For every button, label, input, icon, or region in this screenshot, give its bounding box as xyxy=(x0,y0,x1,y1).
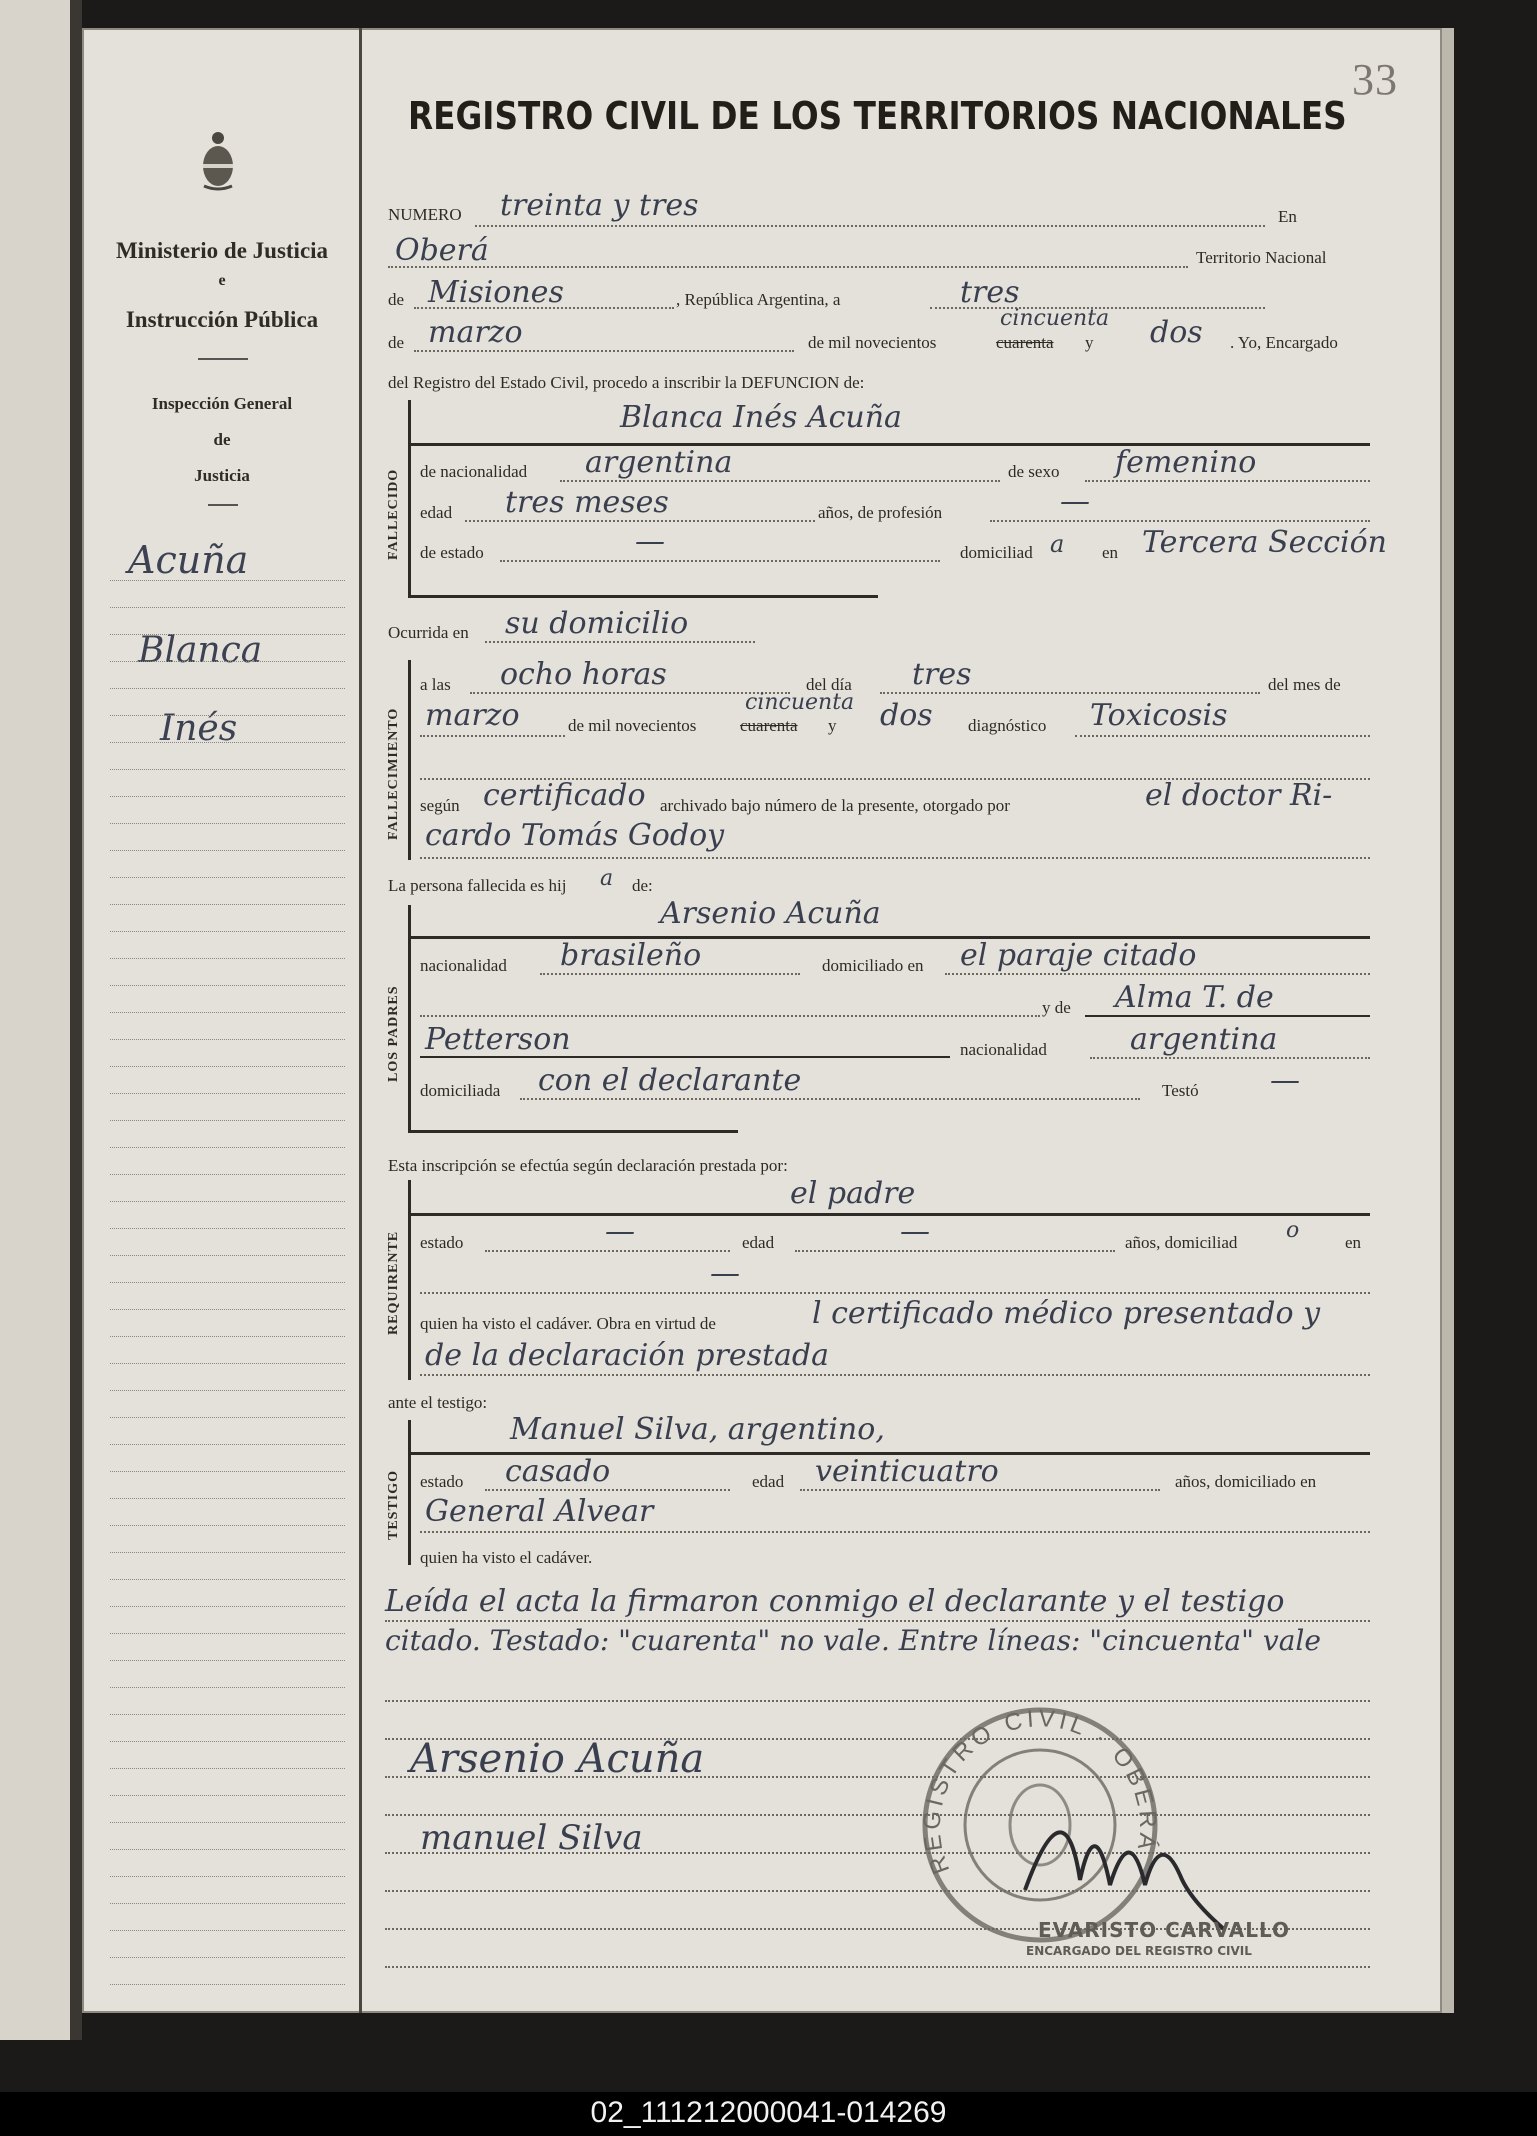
month-line xyxy=(414,350,794,352)
testigo-estado-line xyxy=(485,1489,730,1491)
ministry-line-1: Ministerio de Justicia xyxy=(115,238,329,263)
margin-divider xyxy=(198,358,248,360)
margin-rule xyxy=(110,850,345,851)
father-nacionalidad-label: nacionalidad xyxy=(420,956,507,975)
doctor-value-1: el doctor Ri- xyxy=(1145,778,1333,813)
diagnostico-line xyxy=(1075,735,1370,737)
mother-domicile-line xyxy=(520,1098,1140,1100)
place-value: Oberá xyxy=(395,233,489,268)
book-binding xyxy=(70,0,82,2040)
margin-rule xyxy=(110,1876,345,1877)
requirente-en-label: en xyxy=(1345,1233,1362,1252)
margin-rule xyxy=(110,1714,345,1715)
testigo-domicilio-value: General Alvear xyxy=(425,1494,654,1529)
mother-name-2-rule xyxy=(420,1056,950,1058)
margin-rule xyxy=(110,1687,345,1688)
margin-rule xyxy=(110,823,345,824)
de-label: de xyxy=(388,290,405,309)
margin-rule xyxy=(110,1768,345,1769)
closing-line-1: Leída el acta la firmaron conmigo el declarante y el testigo xyxy=(385,1584,1285,1619)
encargado-label: . Yo, Encargado xyxy=(1230,333,1338,352)
margin-rule xyxy=(110,985,345,986)
margin-rule xyxy=(110,1741,345,1742)
margin-rule xyxy=(110,796,345,797)
margin-rule xyxy=(110,958,345,959)
father-nationality-line xyxy=(540,973,800,975)
nacionalidad-line xyxy=(560,480,1000,482)
fallecido-bottom-rule xyxy=(408,595,878,598)
mother-name-1: Alma T. de xyxy=(1115,980,1274,1015)
coat-of-arms-icon xyxy=(200,130,236,192)
y-de-label: y de xyxy=(1042,998,1071,1017)
obra-value-2: de la declaración prestada xyxy=(425,1338,830,1373)
margin-rule xyxy=(110,1336,345,1337)
hija-de-label: de: xyxy=(632,876,653,895)
mother-nationality: argentina xyxy=(1130,1022,1278,1057)
stamp-name: EVARISTO CARVALLO xyxy=(1038,1918,1291,1942)
padres-section-label: LOS PADRES xyxy=(386,985,401,1082)
diagnostico-value: Toxicosis xyxy=(1090,698,1228,733)
margin-rule xyxy=(110,1039,345,1040)
father-domicile-line xyxy=(945,973,1370,975)
estado-value: — xyxy=(635,524,665,559)
edad-value: tres meses xyxy=(505,485,669,520)
margin-rule xyxy=(110,1849,345,1850)
padres-blank-line xyxy=(420,1015,1040,1017)
requirente-line2-value: — xyxy=(710,1256,740,1291)
doctor-value-2: cardo Tomás Godoy xyxy=(425,818,725,853)
territorio-label: Territorio Nacional xyxy=(1196,248,1327,267)
margin-rule xyxy=(110,580,345,581)
stamp-role: ENCARGADO DEL REGISTRO CIVIL xyxy=(1026,1944,1252,1958)
margin-rule xyxy=(110,1282,345,1283)
margin-rule xyxy=(110,1174,345,1175)
dia-line xyxy=(880,692,1260,694)
year-label: de mil novecientos xyxy=(808,333,937,352)
testigo-edad-line xyxy=(800,1489,1160,1491)
requirente-blank-line xyxy=(420,1292,1370,1294)
hija-label: La persona fallecida es hij xyxy=(388,876,567,895)
testigo-bracket xyxy=(408,1420,411,1565)
inspection-line-1: Inspección General xyxy=(151,394,293,413)
signature-declarante: Arsenio Acuña xyxy=(410,1736,705,1782)
ocurrida-label: Ocurrida en xyxy=(388,623,469,642)
fallecido-section-label: FALLECIDO xyxy=(386,468,401,560)
a-las-label: a las xyxy=(420,675,451,694)
domiciliada-label: domiciliada xyxy=(420,1081,501,1100)
day-value: tres xyxy=(960,275,1020,310)
domicilio-value: Tercera Sección xyxy=(1142,525,1387,560)
padres-bottom-rule xyxy=(408,1130,738,1133)
margin-rule xyxy=(110,1417,345,1418)
requirente-section-label: REQUIRENTE xyxy=(386,1230,401,1335)
ocurrida-value: su domicilio xyxy=(505,606,689,641)
margin-rule xyxy=(110,1147,345,1148)
hora-line xyxy=(470,692,790,694)
margin-rule xyxy=(110,1525,345,1526)
closing-rule-1 xyxy=(385,1620,1370,1622)
margin-rule xyxy=(110,688,345,689)
sexo-line xyxy=(1085,480,1370,482)
testigo-estado-value: casado xyxy=(505,1454,611,1489)
domicilio-en-label: en xyxy=(1102,543,1119,562)
margin-rule xyxy=(110,661,345,662)
del-mes-label: del mes de xyxy=(1268,675,1341,694)
margin-rule xyxy=(110,1228,345,1229)
margin-rule xyxy=(110,1579,345,1580)
profesion-value: — xyxy=(1060,484,1090,519)
margin-rule xyxy=(110,1471,345,1472)
numero-value: treinta y tres xyxy=(500,188,699,223)
testigo-domicilio-line xyxy=(420,1531,1370,1533)
requirente-estado-label: estado xyxy=(420,1233,464,1252)
father-nationality: brasileño xyxy=(560,938,702,973)
del-dia-label: del día xyxy=(806,675,852,694)
margin-rule xyxy=(110,1066,345,1067)
numero-line xyxy=(475,225,1265,227)
requirente-edad-label: edad xyxy=(742,1233,775,1252)
ministry-line-2: e xyxy=(218,272,226,289)
requirente-name: el padre xyxy=(790,1176,916,1211)
signature-testigo: manuel Silva xyxy=(420,1818,643,1858)
page-number: 33 xyxy=(1352,55,1398,104)
margin-rule xyxy=(110,1255,345,1256)
sexo-label: de sexo xyxy=(1008,462,1060,481)
declaracion-label: Esta inscripción se efectúa según declaración prestada por: xyxy=(388,1156,788,1175)
fallecimiento-inserted-word: cincuenta xyxy=(745,690,855,715)
nacionalidad-value: argentina xyxy=(585,445,733,480)
margin-rule xyxy=(110,1552,345,1553)
page-stack-edge xyxy=(1442,28,1454,2013)
margin-rule xyxy=(110,931,345,932)
margin-rule xyxy=(110,607,345,608)
doctor-line xyxy=(420,857,1370,859)
testigo-section-label: TESTIGO xyxy=(386,1469,401,1540)
testo-value: — xyxy=(1270,1063,1300,1098)
republica-label: , República Argentina, a xyxy=(676,290,841,309)
fallecimiento-y-label: y xyxy=(828,716,837,735)
margin-name-2: Inés xyxy=(160,708,238,749)
stamp-ring-text: REGISTRO CIVIL · OBERÁ xyxy=(918,1704,1162,1878)
obra-line xyxy=(420,1374,1370,1376)
territory-value: Misiones xyxy=(428,275,564,310)
margin-rule xyxy=(110,1633,345,1634)
en-label: En xyxy=(1278,207,1297,226)
father-domiciliado-label: domiciliado en xyxy=(822,956,924,975)
margin-rule xyxy=(110,1606,345,1607)
margin-rule xyxy=(110,769,345,770)
struck-word: cuarenta xyxy=(996,333,1054,352)
padres-rule xyxy=(408,936,1370,939)
father-domicile: el paraje citado xyxy=(960,938,1197,973)
archivado-label: archivado bajo número de la presente, otorgado por xyxy=(660,796,1010,815)
father-name: Arsenio Acuña xyxy=(660,896,881,931)
visto-label: quien ha visto el cadáver. Obra en virtud de xyxy=(420,1314,716,1333)
margin-rule xyxy=(110,1984,345,1985)
margin-rule xyxy=(110,1093,345,1094)
domicilio-label: domiciliad xyxy=(960,543,1033,562)
testigo-name: Manuel Silva, argentino, xyxy=(510,1412,885,1447)
registro-line: del Registro del Estado Civil, procedo a inscribir la DEFUNCION de: xyxy=(388,373,865,392)
domicilio-suffix: a xyxy=(1050,530,1065,558)
requirente-anos-label: años, domiciliad xyxy=(1125,1233,1238,1252)
fallecimiento-bracket xyxy=(408,660,411,860)
margin-rule xyxy=(110,715,345,716)
obra-value-1: l certificado médico presentado y xyxy=(812,1296,1321,1331)
margin-rule xyxy=(110,904,345,905)
requirente-anos-value: o xyxy=(1286,1218,1300,1243)
margin-rule xyxy=(110,1660,345,1661)
margin-rule xyxy=(110,1390,345,1391)
hija-suffix: a xyxy=(600,866,614,891)
testigo-anos-label: años, domiciliado en xyxy=(1175,1472,1317,1491)
margin-rule xyxy=(110,1795,345,1796)
ante-testigo-label: ante el testigo: xyxy=(388,1393,488,1412)
requirente-estado-line xyxy=(485,1250,730,1252)
ocurrida-line xyxy=(485,641,755,643)
mother-nationality-line xyxy=(1090,1057,1370,1059)
segun-label: según xyxy=(420,796,460,815)
image-caption: 02_111212000041-014269 xyxy=(590,2096,947,2129)
requirente-estado-value: — xyxy=(605,1214,635,1249)
lower-rule xyxy=(385,1966,1370,1968)
fallecimiento-year-label: de mil novecientos xyxy=(568,716,697,735)
testigo-estado-label: estado xyxy=(420,1472,464,1491)
official-signature-mark xyxy=(1025,1832,1225,1930)
margin-rule xyxy=(110,877,345,878)
fallecido-name: Blanca Inés Acuña xyxy=(620,400,902,435)
margin-divider-2 xyxy=(208,504,238,506)
requirente-bracket xyxy=(408,1180,411,1380)
testigo-edad-value: veinticuatro xyxy=(815,1454,999,1489)
dia-value: tres xyxy=(912,657,972,692)
mother-nacionalidad-label: nacionalidad xyxy=(960,1040,1047,1059)
margin-rule xyxy=(110,1930,345,1931)
facing-page-edge xyxy=(0,0,73,2040)
mother-name-rule xyxy=(1085,1015,1370,1017)
sexo-value: femenino xyxy=(1115,445,1257,480)
fallecido-bracket xyxy=(408,400,411,595)
edad-line xyxy=(465,520,815,522)
closing-line-2: citado. Testado: "cuarenta" no vale. Entre líneas: "cincuenta" vale xyxy=(385,1624,1321,1657)
margin-name-1: Blanca xyxy=(138,630,263,671)
margin-rule xyxy=(110,1201,345,1202)
margin-rule xyxy=(110,1957,345,1958)
margin-rule xyxy=(110,1444,345,1445)
mes-value: marzo xyxy=(425,698,520,733)
margin-surname: Acuña xyxy=(128,538,249,582)
month-value: marzo xyxy=(428,315,523,350)
year-value: dos xyxy=(1150,315,1203,350)
numero-label: NUMERO xyxy=(388,205,462,224)
testigo-visto-label: quien ha visto el cadáver. xyxy=(420,1548,593,1567)
requirente-rule xyxy=(408,1213,1370,1216)
testigo-edad-label: edad xyxy=(752,1472,785,1491)
inspection-line-2: de xyxy=(213,430,231,449)
page-title: REGISTRO CIVIL DE LOS TERRITORIOS NACIONALES xyxy=(408,94,1347,138)
place-line xyxy=(388,266,1188,268)
mes-line xyxy=(420,735,565,737)
margin-rule xyxy=(110,1012,345,1013)
requirente-edad-value: — xyxy=(900,1214,930,1249)
margin-rule xyxy=(110,1309,345,1310)
margin-rule xyxy=(110,742,345,743)
profesion-label: años, de profesión xyxy=(818,503,943,522)
margin-rule xyxy=(110,1498,345,1499)
requirente-edad-line xyxy=(795,1250,1115,1252)
ministry-line-3: Instrucción Pública xyxy=(125,307,319,332)
margin-rule xyxy=(110,1120,345,1121)
margin-rule xyxy=(110,1822,345,1823)
margin-rule xyxy=(110,634,345,635)
testo-label: Testó xyxy=(1162,1081,1199,1100)
mother-name-2: Petterson xyxy=(425,1022,571,1057)
diagnostico-label: diagnóstico xyxy=(968,716,1047,735)
nacionalidad-label: de nacionalidad xyxy=(420,462,528,481)
fallecimiento-section-label: FALLECIMIENTO xyxy=(386,707,401,840)
inspection-line-3: Justicia xyxy=(194,466,250,485)
mother-domicile: con el declarante xyxy=(538,1063,802,1098)
profesion-line xyxy=(990,520,1370,522)
inserted-word: cincuenta xyxy=(1000,306,1110,331)
segun-value: certificado xyxy=(483,778,646,813)
de2-label: de xyxy=(388,333,405,352)
estado-line xyxy=(500,560,940,562)
fallecimiento-year-value: dos xyxy=(880,698,933,733)
hora-value: ocho horas xyxy=(500,657,667,692)
territory-line xyxy=(414,307,674,309)
margin-rule xyxy=(110,1363,345,1364)
estado-label: de estado xyxy=(420,543,484,562)
edad-label: edad xyxy=(420,503,453,522)
margin-rule xyxy=(110,1903,345,1904)
y-label: y xyxy=(1085,333,1094,352)
fallecimiento-struck-word: cuarenta xyxy=(740,716,798,735)
